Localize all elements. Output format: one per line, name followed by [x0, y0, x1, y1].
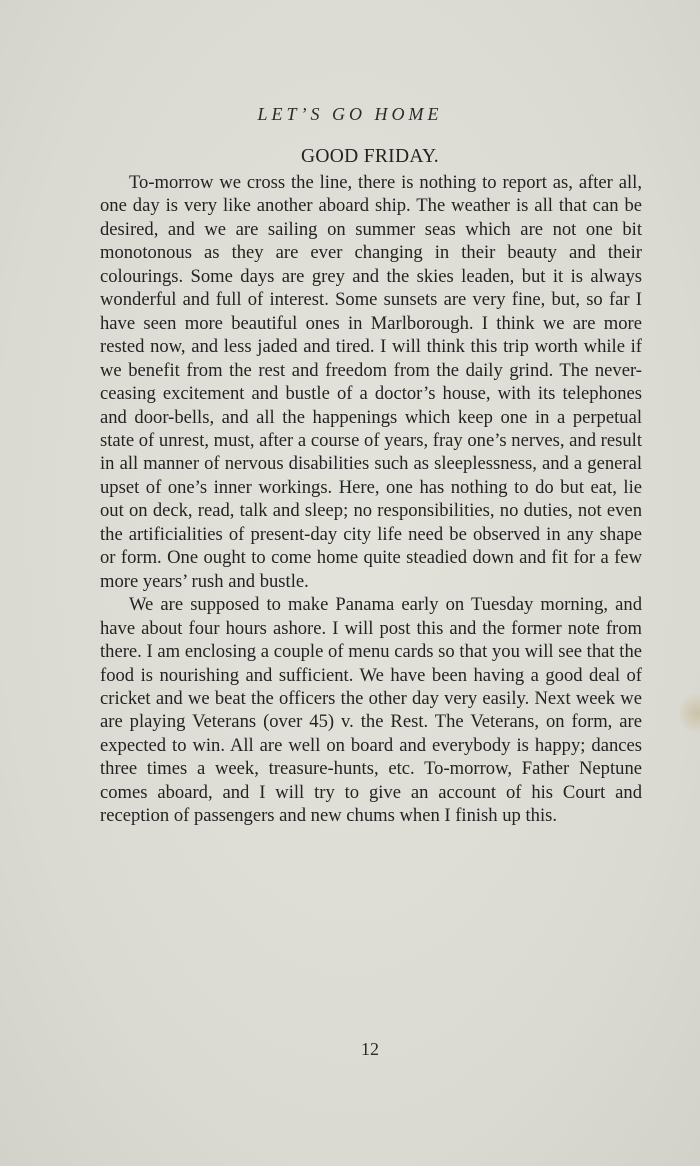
- paragraph: To-morrow we cross the line, there is nothing to report as, after all, one day is very like another aboard ship. The weather is all that can be desired, and we are sailing on summer seas which are not one bit monotonous as they are ever changing in their beauty and their colourings. Some days are grey and the skies leaden, but it is always wonderful and full of interest. Some sunsets are very fine, but, so far I have seen more beautiful ones in Marlborough. I think we are more rested now, and less jaded and tired. I will think this trip worth while if we benefit from the rest and freedom from the daily grind. The never-ceasing excitement and bustle of a doctor’s house, with its telephones and door-bells, and all the happenings which keep one in a perpetual state of unrest, must, after a course of years, fray one’s nerves, and result in all manner of nervous disabilities such as sleeplessness, and a general upset of one’s inner workings. Here, one has nothing to do but eat, lie out on deck, read, talk and sleep; no responsibilities, no duties, not even the artificialities of present-day city life need be observed in any shape or form. One ought to come home quite steadied down and fit for a few more years’ rush and bustle.: [100, 172, 642, 592]
- page-number: 12: [361, 1039, 379, 1059]
- section-title: GOOD FRIDAY.: [301, 146, 439, 167]
- paragraph: We are supposed to make Panama early on Tuesday morning, and have about four hours ashore. I will post this and the former note from there. I am enclosing a couple of menu cards so that you will see that the food is nourishing and sufficient. We have been having a good deal of cricket and we beat the officers the other day very easily. Next week we are playing Veterans (over 45) v. the Rest. The Veterans, on form, are expected to win. All are well on board and everybody is happy; dances three times a week, treasure-hunts, etc. To-morrow, Father Neptune comes aboard, and I will try to give an account of his Court and reception of passengers and new chums when I finish up this.: [100, 594, 642, 827]
- body-text: [100, 171, 642, 828]
- running-head: LET’S GO HOME: [257, 104, 443, 124]
- page-stain: [680, 690, 700, 736]
